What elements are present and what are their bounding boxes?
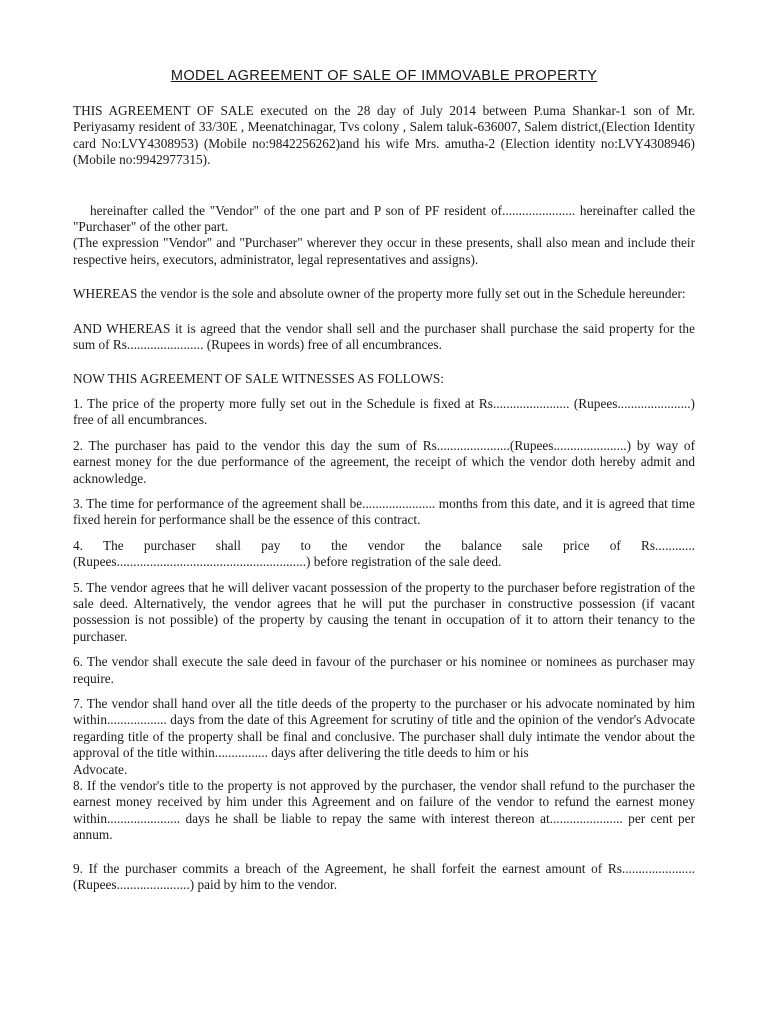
- expression-paragraph: (The expression "Vendor" and "Purchaser" wherever they occur in these presents, shall also mean and include their respective heirs, executors, administrator, legal representatives and assigns).: [73, 235, 695, 267]
- witnesses-heading: NOW THIS AGREEMENT OF SALE WITNESSES AS FOLLOWS:: [73, 371, 444, 387]
- intro-paragraph: THIS AGREEMENT OF SALE executed on the 28 day of July 2014 between P.uma Shankar-1 son of Mr. Periyasamy resident of 33/30E , Meenatchinagar, Tvs colony , Salem taluk-636007, Salem district,(Election Identity card No:LVY4308953) (Mobile no:9842256262)and his wife Mrs. amutha-2 (Election identity no:LVY4308946)(Mobile no:9942977315).: [73, 103, 695, 168]
- and-whereas-paragraph: AND WHEREAS it is agreed that the vendor shall sell and the purchaser shall purchase the said property for the sum of Rs....................... (Rupees in words) free of all encumbrances.: [73, 320, 695, 353]
- document-page: [73, 66, 695, 893]
- hereinafter-paragraph: hereinafter called the "Vendor" of the one part and P son of PF resident of...................... hereinafter called the "Purchaser" of the other part.: [73, 202, 695, 235]
- clause-6: 6. The vendor shall execute the sale deed in favour of the purchaser or his nominee or nominees as purchaser may require.: [73, 654, 695, 686]
- clause-8: 8. If the vendor's title to the property is not approved by the purchaser, the vendor shall refund to the purchaser the earnest money received by him under this Agreement and on failure of the vendor to refund the earnest money within...................... days he shall be liable to repay the same with interest thereon at...................... per cent per annum.: [73, 778, 695, 843]
- clause-5: 5. The vendor agrees that he will deliver vacant possession of the property to the purchaser before registration of the sale deed. Alternatively, the vendor agrees that he will put the purchaser in constructive possession (if vacant possession is not possible) of the property by causing the tenant in occupation of it to attorn their tenancy to the purchaser.: [73, 579, 695, 644]
- document-title: MODEL AGREEMENT OF SALE OF IMMOVABLE PROPERTY: [170, 68, 598, 84]
- clause-2: 2. The purchaser has paid to the vendor this day the sum of Rs......................(Rupees......................) by way of earnest money for the due performance of the agreement, the receipt of which the vendor doth hereby admit and acknowledge.: [73, 437, 695, 486]
- clause-4: 4. The purchaser shall pay to the vendor the balance sale price of Rs............ (Rupees.........................................................) before registration of the sale deed.: [73, 537, 695, 570]
- clause-7: 7. The vendor shall hand over all the title deeds of the property to the purchaser or his advocate nominated by him within.................. days from the date of this Agreement for scrutiny of title and the opinion of the vendor's Advocate regarding title of the property shall be final and conclusive. The purchaser shall duly intimate the vendor about the approval of the title within................ days after delivering the title deeds to him or his: [73, 695, 695, 761]
- whereas-paragraph: WHEREAS the vendor is the sole and absolute owner of the property more fully set out in the Schedule hereunder:: [73, 286, 686, 302]
- clause-1: 1. The price of the property more fully set out in the Schedule is fixed at Rs....................... (Rupees......................) free of all encumbrances.: [73, 395, 695, 428]
- clause-3: 3. The time for performance of the agreement shall be...................... months from this date, and it is agreed that time fixed herein for performance shall be the essence of this contract.: [73, 495, 695, 528]
- clause-7-continuation: Advocate.: [73, 761, 128, 777]
- clause-9: 9. If the purchaser commits a breach of the Agreement, he shall forfeit the earnest amount of Rs...................... (Rupees......................) paid by him to the vendor.: [73, 860, 695, 893]
